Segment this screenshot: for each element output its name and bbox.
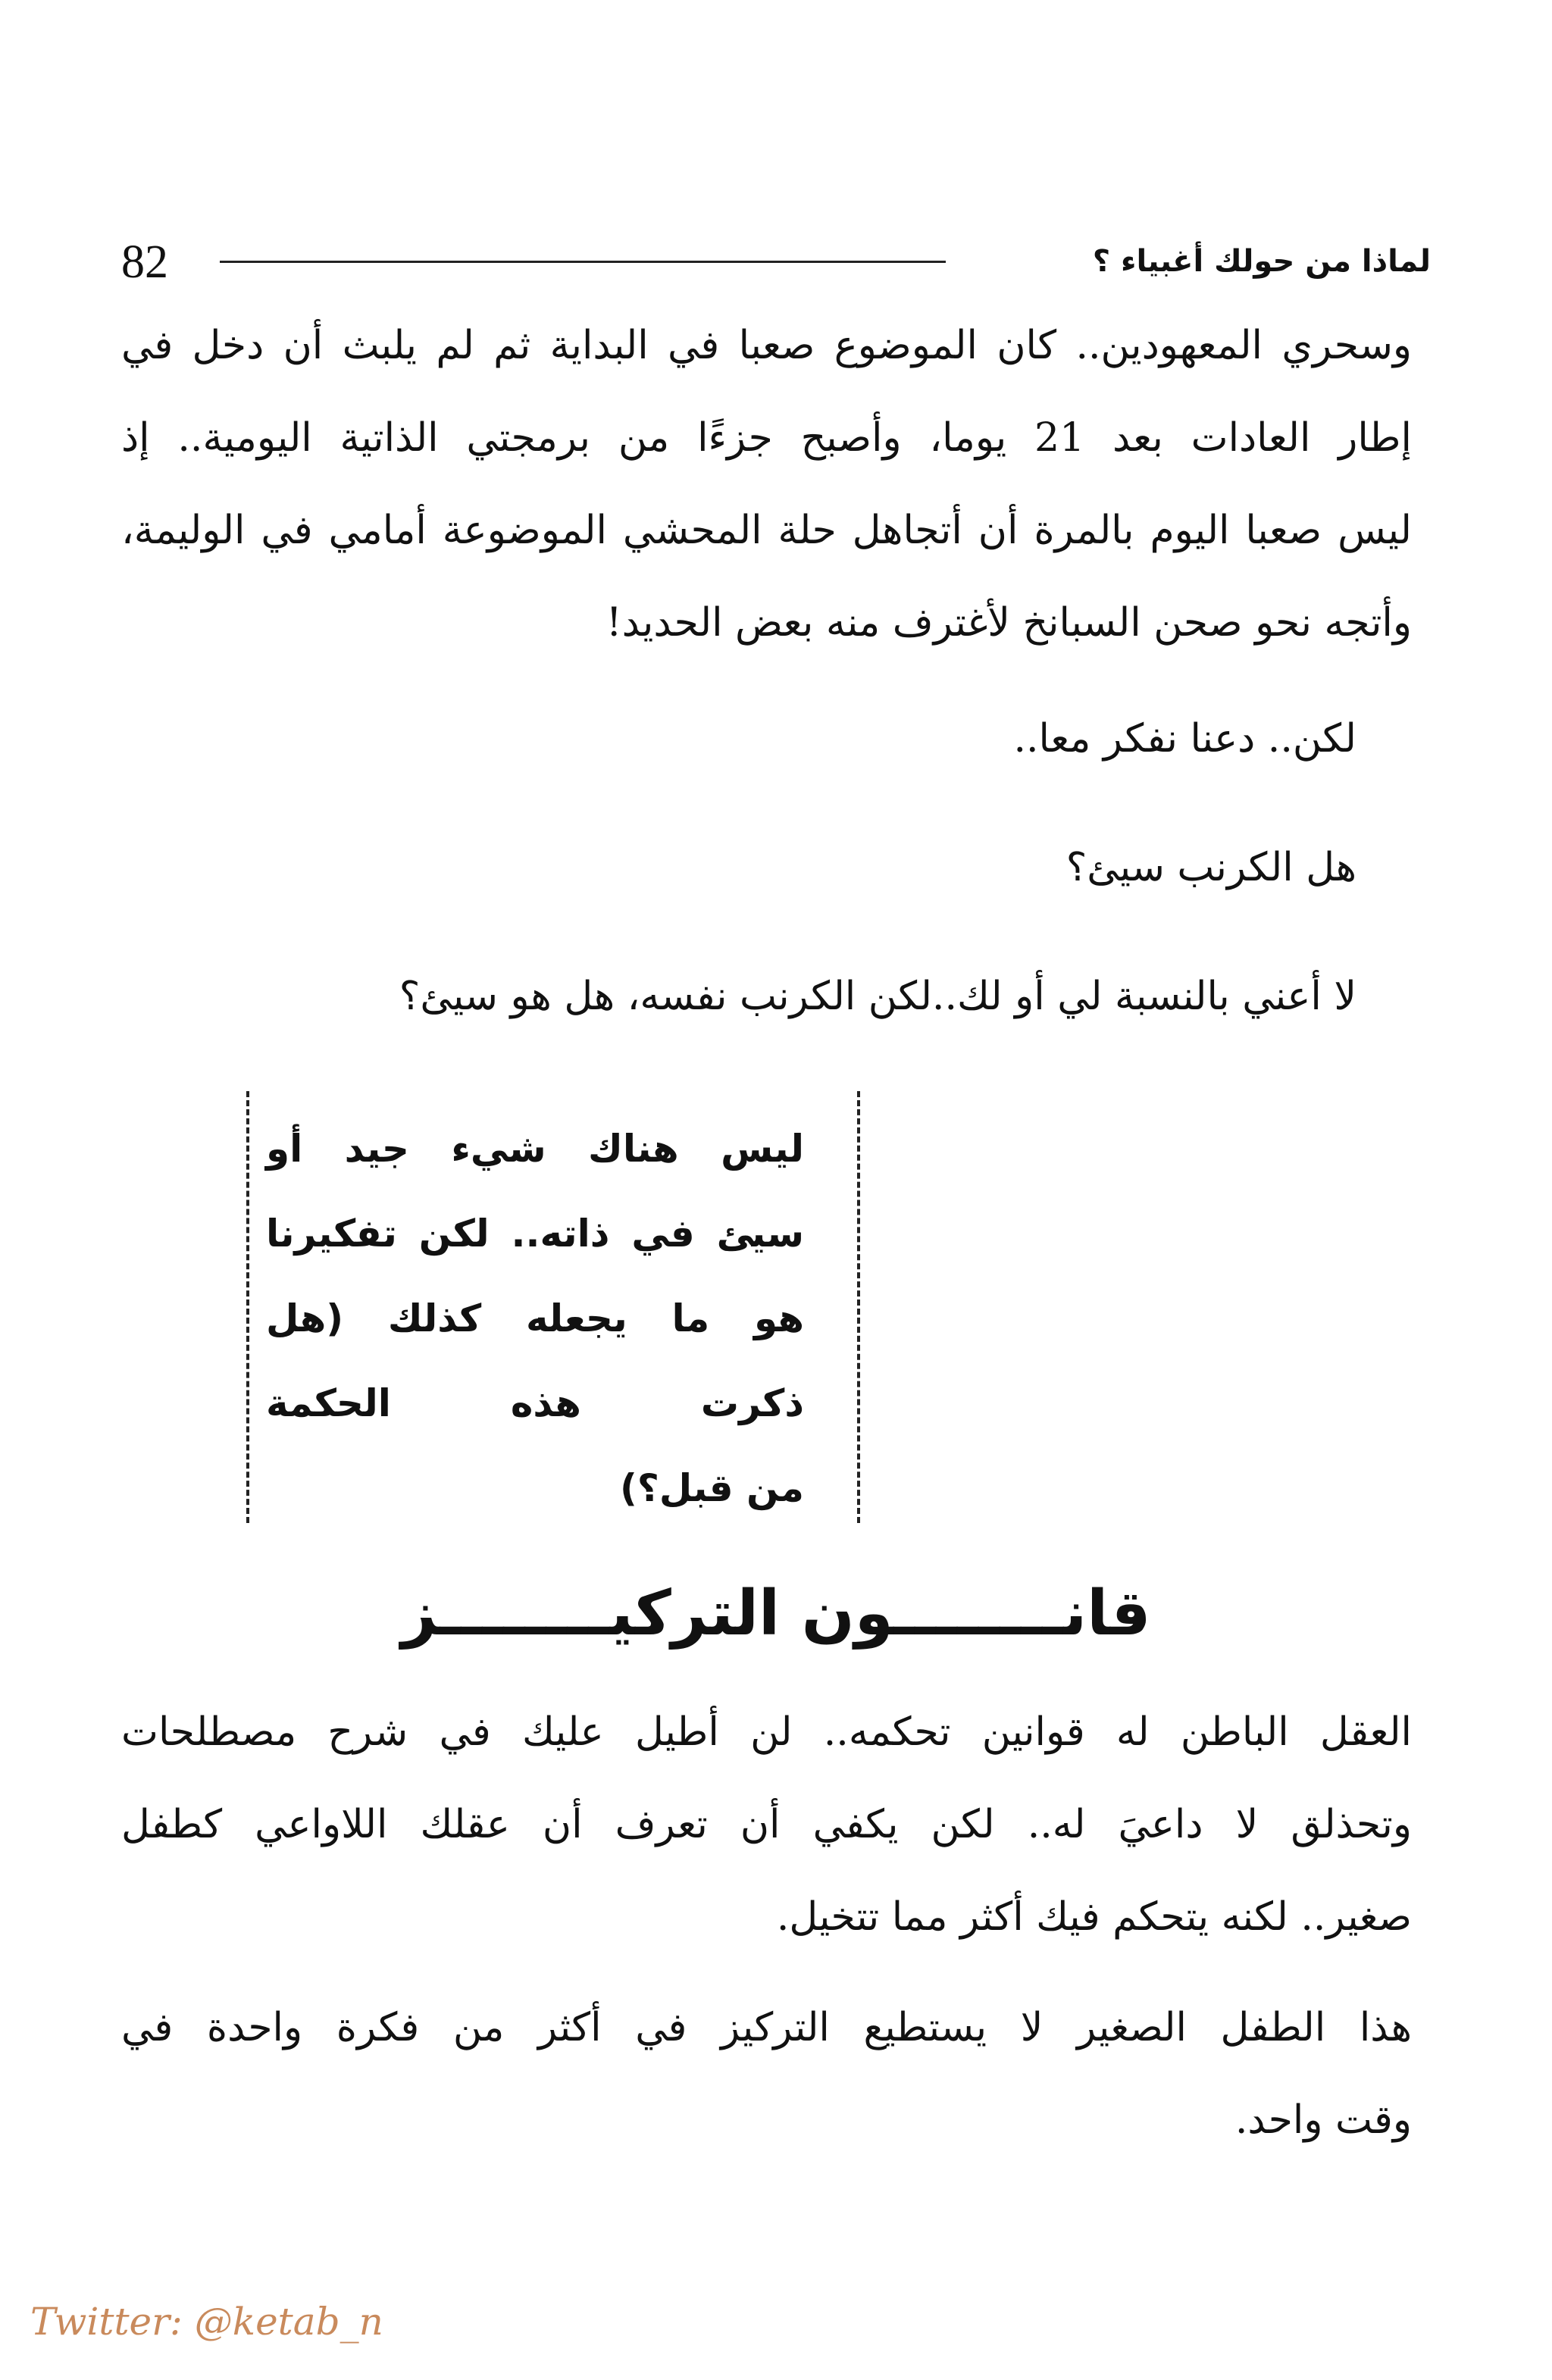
paragraph-1-line: ليس صعبا اليوم بالمرة أن أتجاهل حلة المحشي الموضوعة أمامي في الوليمة، xyxy=(121,508,1412,553)
header-rule xyxy=(220,261,946,263)
twitter-watermark: Twitter: @ketab_n xyxy=(30,2300,383,2344)
paragraph-1-line: وسحري المعهودين.. كان الموضوع صعبا في البداية ثم لم يلبث أن دخل في xyxy=(121,323,1412,368)
paragraph-1-line: وأتجه نحو صحن السبانخ لأغترف منه بعض الحديد! xyxy=(605,600,1412,646)
paragraph-3 xyxy=(121,1981,1412,2166)
paragraph-3-line: وقت واحد. xyxy=(1234,2097,1412,2143)
quote-line: هو ما يجعله كذلك (هل xyxy=(266,1296,804,1340)
quote-line: ليس هناك شيء جيد أو xyxy=(266,1127,804,1171)
line-not-for-me: لا أعني بالنسبة لي أو لك..لكن الكرنب نفسه، هل هو سيئ؟ xyxy=(399,974,1356,1019)
running-title: لماذا من حولك أغبياء ؟ xyxy=(1092,244,1431,279)
line-cabbage-question: هل الكرنب سيئ؟ xyxy=(1065,845,1356,890)
paragraph-1-line: إطار العادات بعد 21 يوما، وأصبح جزءًا من برمجتي الذاتية اليومية.. إذ xyxy=(121,415,1412,461)
line-lets-think: لكن.. دعنا نفكر معا.. xyxy=(1013,716,1356,762)
section-heading: قانــــــــون التركيــــــــز xyxy=(401,1578,1151,1650)
paragraph-2-line: وتحذلق لا داعيَ له.. لكن يكفي أن تعرف أن عقلك اللاواعي كطفل xyxy=(121,1802,1412,1847)
paragraph-2-line: العقل الباطن له قوانين تحكمه.. لن أطيل عليك في شرح مصطلحات xyxy=(121,1709,1412,1755)
quote-box xyxy=(246,1091,860,1523)
paragraph-2-line: صغير.. لكنه يتحكم فيك أكثر مما تتخيل. xyxy=(776,1894,1412,1940)
quote-line: من قبل؟) xyxy=(620,1466,804,1510)
paragraph-1 xyxy=(121,299,1412,669)
quote-line: سيئ في ذاته.. لكن تفكيرنا xyxy=(266,1212,804,1256)
quote-line: ذكرت هذه الحكمة xyxy=(266,1381,804,1425)
paragraph-2 xyxy=(121,1686,1412,1963)
page-number: 82 xyxy=(121,236,168,288)
paragraph-3-line: هذا الطفل الصغير لا يستطيع التركيز في أكثر من فكرة واحدة في xyxy=(121,2005,1412,2050)
quote-text xyxy=(266,1106,804,1531)
running-header xyxy=(121,227,1431,296)
